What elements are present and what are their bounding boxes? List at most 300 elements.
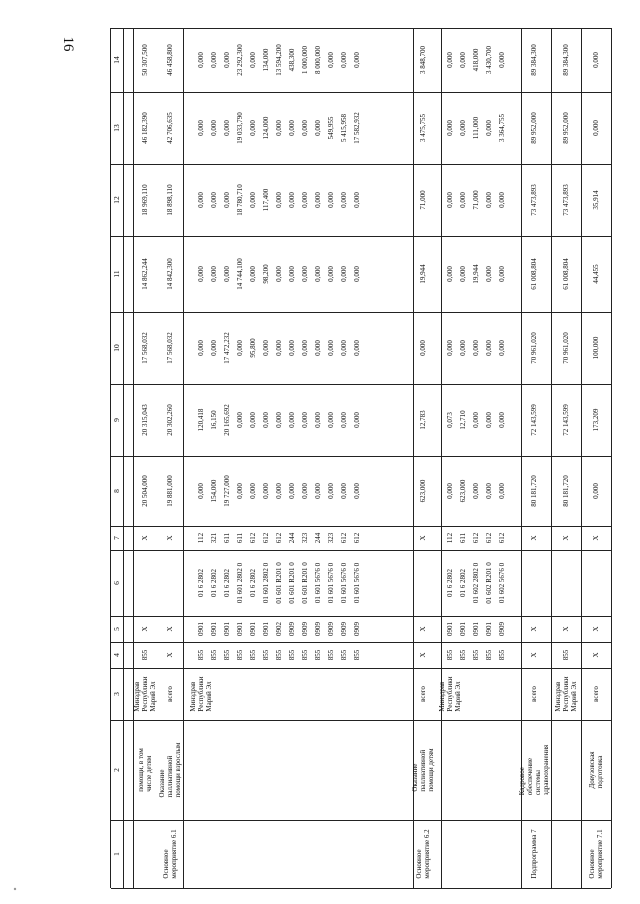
table-cell: 0,000 <box>419 340 427 356</box>
table-cell: 0,000 <box>314 120 322 136</box>
table-cell: 0,000 <box>236 483 244 499</box>
table-cell: 0,000 <box>459 192 467 208</box>
table-cell: 418,000 <box>472 48 480 72</box>
table-cell: 72 143,599 <box>530 404 538 436</box>
table-cell: X <box>141 535 149 541</box>
table-cell: 0,000 <box>498 483 506 499</box>
table-cell: 19,944 <box>472 264 480 284</box>
table-cell: 0,000 <box>197 483 205 499</box>
table-cell: 3 430,700 <box>485 46 493 74</box>
table-cell: всего <box>419 686 427 702</box>
table-cell: 117,400 <box>262 188 270 212</box>
table-cell: 112 <box>197 532 205 544</box>
table-cell: 0,000 <box>340 483 348 499</box>
row-rule <box>133 28 134 888</box>
table-cell: X <box>419 626 427 632</box>
table-cell: 0,000 <box>249 483 257 499</box>
table-cell: 0909 <box>288 622 296 636</box>
table-cell: 0902 <box>275 622 283 636</box>
table-cell: 0,000 <box>210 52 218 68</box>
column-rule <box>111 28 611 29</box>
table-cell: 612 <box>353 532 361 544</box>
table-cell: 0,000 <box>327 52 335 68</box>
table-cell: 0,000 <box>498 340 506 356</box>
table-cell: 0,000 <box>197 192 205 208</box>
column-rule <box>111 236 611 237</box>
column-number: 11 <box>112 270 121 278</box>
table-cell: 0,000 <box>446 192 454 208</box>
table-cell: 0,000 <box>353 192 361 208</box>
table-cell: 17 472,232 <box>223 332 231 364</box>
table-cell: X <box>166 626 174 632</box>
table-cell: 0,000 <box>327 412 335 428</box>
table-cell: 0,000 <box>249 52 257 68</box>
table-cell: 0,000 <box>498 266 506 282</box>
table-cell: 0,073 <box>446 412 454 428</box>
table-cell: 0,000 <box>288 120 296 136</box>
table-cell: 0,000 <box>446 120 454 136</box>
table-cell: 20 504,000 <box>141 475 149 507</box>
table-cell: 0909 <box>314 622 322 636</box>
table-cell: 0,000 <box>327 192 335 208</box>
table-cell: 01 601 R201 0 <box>301 562 309 604</box>
table-cell: 01 601 R201 0 <box>288 562 296 604</box>
table-cell: всего <box>530 686 538 702</box>
table-cell: 612 <box>340 532 348 544</box>
table-cell: 0,000 <box>314 340 322 356</box>
table-cell: 0,000 <box>249 192 257 208</box>
column-rule <box>111 384 611 385</box>
table-cell: 0,000 <box>498 412 506 428</box>
table-cell: 0,000 <box>327 340 335 356</box>
table-cell: Минздрав Республики Марий Эл <box>438 676 462 712</box>
table-cell: 0,000 <box>301 120 309 136</box>
table-cell: 80 181,720 <box>530 475 538 507</box>
column-number: 9 <box>112 418 121 422</box>
table-cell: 61 008,804 <box>562 258 570 290</box>
column-number: 10 <box>112 344 121 352</box>
table-cell: 612 <box>498 532 506 544</box>
table-cell: 98,200 <box>262 264 270 284</box>
table-cell: 611 <box>223 532 231 544</box>
column-number: 2 <box>112 768 121 772</box>
table-cell: 0,000 <box>275 412 283 428</box>
table-cell: 855 <box>275 649 283 661</box>
table-cell: 3 848,700 <box>419 46 427 74</box>
table-cell: 17 582,932 <box>353 112 361 144</box>
column-number: 13 <box>112 124 121 132</box>
column-rule <box>111 456 611 457</box>
table-cell: 70 961,020 <box>530 332 538 364</box>
table-cell: 3 364,755 <box>498 114 506 142</box>
table-cell: 855 <box>446 649 454 661</box>
table-cell: 100,000 <box>592 336 600 360</box>
table-cell: 0901 <box>472 622 480 636</box>
table-cell: Довузовская подготовка <box>588 751 604 789</box>
table-cell: 612 <box>262 532 270 544</box>
table-cell: 0,000 <box>353 266 361 282</box>
table-cell: 0,000 <box>301 412 309 428</box>
table-cell: 0,000 <box>262 483 270 499</box>
table-cell: 70 961,020 <box>562 332 570 364</box>
table-cell: 0,000 <box>353 52 361 68</box>
table-cell: Основное мероприятие 6.2 <box>415 829 431 879</box>
table-cell: 244 <box>288 532 296 544</box>
table-cell: 611 <box>236 532 244 544</box>
row-rule <box>441 28 442 888</box>
table-cell: 0,000 <box>353 340 361 356</box>
table-cell: 0,000 <box>249 412 257 428</box>
table-cell: 13 594,200 <box>275 44 283 76</box>
table-cell: 0,000 <box>288 266 296 282</box>
table-cell: X <box>530 626 538 632</box>
table-cell: 0,000 <box>459 340 467 356</box>
table-cell: 0,000 <box>236 412 244 428</box>
table-cell: 0,000 <box>275 483 283 499</box>
table-cell: 0,000 <box>288 483 296 499</box>
table-cell: 1 000,000 <box>301 46 309 74</box>
table-cell: 19 033,790 <box>236 112 244 144</box>
table-cell: 80 181,720 <box>562 475 570 507</box>
table-cell: Основное мероприятие 7.1 <box>588 829 604 879</box>
column-number: 12 <box>112 196 121 204</box>
table-cell: 0,000 <box>210 266 218 282</box>
table-cell: X <box>530 535 538 541</box>
table-cell: 0,000 <box>288 340 296 356</box>
table-cell: 134,000 <box>262 48 270 72</box>
table-cell: 01 6 2802 <box>210 569 218 597</box>
table-cell: X <box>530 652 538 658</box>
column-number: 3 <box>112 692 121 696</box>
table-cell: 0,000 <box>485 340 493 356</box>
table-cell: 0,000 <box>485 483 493 499</box>
table-cell: 46 182,390 <box>141 112 149 144</box>
table-cell: 321 <box>210 532 218 544</box>
column-rule <box>111 820 611 821</box>
column-rule <box>111 312 611 313</box>
table-cell: 0,000 <box>249 266 257 282</box>
table-cell: X <box>562 535 570 541</box>
table-cell: 855 <box>498 649 506 661</box>
table-cell: 14 842,300 <box>166 258 174 290</box>
table-cell: 611 <box>459 532 467 544</box>
table-cell: 3 475,755 <box>419 114 427 142</box>
table-cell: 89 952,000 <box>562 112 570 144</box>
table-cell: 42 706,635 <box>166 112 174 144</box>
table-cell: 89 384,300 <box>530 44 538 76</box>
table-cell: 623,000 <box>459 479 467 503</box>
table-cell: 01 601 5676 0 <box>340 562 348 604</box>
table-cell: 0,000 <box>197 120 205 136</box>
table-cell: 623,000 <box>419 479 427 503</box>
column-rule <box>111 164 611 165</box>
table-cell: 01 6 2802 <box>459 569 467 597</box>
table-cell: 01 602 R201 0 <box>485 562 493 604</box>
table-cell: 855 <box>301 649 309 661</box>
table-cell: 855 <box>249 649 257 661</box>
table-cell: 0,000 <box>301 266 309 282</box>
table-cell: 0901 <box>459 622 467 636</box>
table-cell: 01 601 2802 0 <box>236 562 244 604</box>
table-cell: 0,000 <box>472 483 480 499</box>
table-cell: 01 6 2802 <box>197 569 205 597</box>
table-cell: 612 <box>249 532 257 544</box>
table-cell: 154,000 <box>210 479 218 503</box>
table-cell: 0,000 <box>210 120 218 136</box>
table-cell: 855 <box>327 649 335 661</box>
table-cell: 01 601 5676 0 <box>327 562 335 604</box>
table-cell: 0,000 <box>340 412 348 428</box>
column-number: 6 <box>112 581 121 585</box>
table-cell: 855 <box>141 649 149 661</box>
table-cell: 173,209 <box>592 408 600 432</box>
table-cell: 20 302,260 <box>166 404 174 436</box>
table-cell: 0,000 <box>236 340 244 356</box>
table-cell: 20 315,043 <box>141 404 149 436</box>
table-cell: 0909 <box>327 622 335 636</box>
table-cell: 0,000 <box>485 266 493 282</box>
table-cell: 0909 <box>353 622 361 636</box>
table-cell: 0901 <box>485 622 493 636</box>
table-cell: 17 568,032 <box>166 332 174 364</box>
table-cell: 0,000 <box>301 340 309 356</box>
table-cell: Кадровое обеспечение системы здравоохранения <box>518 744 550 796</box>
table-cell: 0,000 <box>314 266 322 282</box>
table-cell: 612 <box>275 532 283 544</box>
table-cell: 0909 <box>301 622 309 636</box>
column-number: 5 <box>112 627 121 631</box>
table-cell: 244 <box>314 532 322 544</box>
table-cell: 0,000 <box>223 266 231 282</box>
table-cell: 612 <box>472 532 480 544</box>
column-rule <box>111 720 611 721</box>
table-cell: 855 <box>236 649 244 661</box>
table-cell: Минздрав Республики Марий Эл <box>189 676 213 712</box>
table-cell: 0,000 <box>223 192 231 208</box>
table-cell: X <box>592 535 600 541</box>
table-cell: 855 <box>314 649 322 661</box>
row-rule <box>581 28 582 888</box>
table-cell: 71,000 <box>419 190 427 210</box>
table-cell: 0,000 <box>275 340 283 356</box>
table-cell: 0,000 <box>340 340 348 356</box>
table-cell: 19 881,000 <box>166 475 174 507</box>
table-cell: X <box>166 652 174 658</box>
table-cell: X <box>592 626 600 632</box>
table-cell: 0,000 <box>459 120 467 136</box>
table-cell: 855 <box>472 649 480 661</box>
table-cell: 0,000 <box>223 52 231 68</box>
table-cell: 50 307,500 <box>141 44 149 76</box>
table-cell: X <box>562 626 570 632</box>
table-cell: Минздрав Республики Марий Эл <box>554 676 578 712</box>
table-cell: X <box>141 626 149 632</box>
table-cell: 46 458,800 <box>166 44 174 76</box>
table-cell: 0,000 <box>353 483 361 499</box>
table-cell: 0,000 <box>459 52 467 68</box>
table-cell: помощи, в том числе детям <box>137 748 153 792</box>
table-cell: X <box>166 535 174 541</box>
table-cell: 120,418 <box>197 408 205 432</box>
table-cell: 0909 <box>340 622 348 636</box>
table-cell: 01 6 2802 <box>223 569 231 597</box>
table-cell: 0,000 <box>210 192 218 208</box>
column-number: 1 <box>112 852 121 856</box>
table-cell: 0,000 <box>223 120 231 136</box>
table-cell: 14 744,100 <box>236 258 244 290</box>
table-cell: 0,000 <box>288 192 296 208</box>
table-cell: 0,000 <box>197 340 205 356</box>
table-cell: 0,000 <box>459 266 467 282</box>
table-cell: X <box>419 652 427 658</box>
table-cell: 17 568,032 <box>141 332 149 364</box>
column-rule <box>111 616 611 617</box>
table-cell: 0,000 <box>446 483 454 499</box>
table-cell: 0,000 <box>275 266 283 282</box>
table-cell: 0,000 <box>327 483 335 499</box>
table-cell: 0,000 <box>592 52 600 68</box>
table-cell: 01 6 2802 <box>446 569 454 597</box>
column-number: 4 <box>112 653 121 657</box>
row-rule <box>551 28 552 888</box>
table-cell: 44,455 <box>592 264 600 284</box>
table-cell: 124,000 <box>262 116 270 140</box>
table-cell: всего <box>166 686 174 702</box>
table-cell: 0,000 <box>314 483 322 499</box>
table-cell: 0,000 <box>327 266 335 282</box>
table-cell: Основное мероприятие 6.1 <box>162 829 178 879</box>
table-cell: 89 384,300 <box>562 44 570 76</box>
table-cell: 855 <box>459 649 467 661</box>
table-cell: 0,000 <box>592 120 600 136</box>
table-cell: 12,710 <box>459 410 467 430</box>
table-cell: 855 <box>223 649 231 661</box>
table-cell: 01 602 5676 0 <box>498 562 506 604</box>
table-cell: 0909 <box>498 622 506 636</box>
table-cell: 855 <box>485 649 493 661</box>
table-cell: 5 415,958 <box>340 114 348 142</box>
table-cell: 855 <box>353 649 361 661</box>
table-cell: 0,000 <box>249 120 257 136</box>
table-cell: X <box>592 652 600 658</box>
column-rule <box>111 668 611 669</box>
table-cell: 18 780,710 <box>236 184 244 216</box>
table-cell: 855 <box>340 649 348 661</box>
table-cell: 112 <box>446 532 454 544</box>
table-cell: Подпрограмма 7 <box>530 829 538 879</box>
table-cell: 14 862,244 <box>141 258 149 290</box>
table-cell: 0,000 <box>446 340 454 356</box>
table-cell: 89 952,000 <box>530 112 538 144</box>
table-cell: Оказание паллиативной помощи детям <box>411 748 435 792</box>
table-cell: всего <box>592 686 600 702</box>
column-rule <box>111 526 611 527</box>
table-cell: 0,000 <box>262 340 270 356</box>
table-cell: 0,000 <box>197 266 205 282</box>
column-rule <box>111 92 611 93</box>
column-rule <box>111 642 611 643</box>
column-number: 14 <box>112 56 121 64</box>
table-cell: 323 <box>327 532 335 544</box>
row-rule <box>183 28 184 888</box>
column-number: 8 <box>112 489 121 493</box>
table-header-row <box>111 28 124 888</box>
table-cell: X <box>419 535 427 541</box>
table-cell: 0,000 <box>353 412 361 428</box>
table-cell: 01 602 2802 0 <box>472 562 480 604</box>
table-cell: 01 6 2802 <box>249 569 257 597</box>
table-cell: 19,944 <box>419 264 427 284</box>
budget-table <box>110 28 612 888</box>
table-cell: 0,000 <box>485 120 493 136</box>
page-number: 16 <box>60 36 77 52</box>
table-cell: 16,150 <box>210 410 218 430</box>
table-cell: 0901 <box>210 622 218 636</box>
table-cell: 61 008,804 <box>530 258 538 290</box>
table-cell: 23 292,300 <box>236 44 244 76</box>
table-cell: 0,000 <box>498 52 506 68</box>
table-cell: 73 473,893 <box>530 184 538 216</box>
column-rule <box>111 550 611 551</box>
table-cell: 0,000 <box>472 340 480 356</box>
table-cell: 8 000,000 <box>314 46 322 74</box>
table-cell: 0,000 <box>275 120 283 136</box>
table-cell: 855 <box>210 649 218 661</box>
table-cell: 855 <box>562 649 570 661</box>
margin-mark-icon <box>12 886 18 892</box>
column-number: 7 <box>112 536 121 540</box>
table-cell: 19 727,000 <box>223 475 231 507</box>
table-cell: 71,000 <box>472 190 480 210</box>
table-cell: 95,800 <box>249 338 257 358</box>
table-cell: 0901 <box>446 622 454 636</box>
table-cell: 0,000 <box>314 192 322 208</box>
table-cell: 0,000 <box>301 192 309 208</box>
table-cell: 0,000 <box>498 192 506 208</box>
table-cell: 323 <box>301 532 309 544</box>
table-cell: 0,000 <box>472 412 480 428</box>
table-cell: 0,000 <box>446 52 454 68</box>
table-cell: 0901 <box>236 622 244 636</box>
table-cell: 438,300 <box>288 48 296 72</box>
table-cell: 0,000 <box>485 412 493 428</box>
table-cell: 0,000 <box>340 192 348 208</box>
table-cell: 18 898,110 <box>166 184 174 216</box>
table-cell: 855 <box>288 649 296 661</box>
table-cell: 18 969,110 <box>141 184 149 216</box>
table-cell: 0,000 <box>340 52 348 68</box>
table-cell: 73 473,893 <box>562 184 570 216</box>
table-cell: 01 601 2802 0 <box>262 562 270 604</box>
table-cell: 855 <box>197 649 205 661</box>
table-cell: 72 143,599 <box>562 404 570 436</box>
table-cell: 855 <box>262 649 270 661</box>
table-cell: Оказание паллиативной помощи взрослым <box>158 742 182 798</box>
table-cell: 12,783 <box>419 410 427 430</box>
table-cell: 0901 <box>262 622 270 636</box>
table-cell: 0901 <box>197 622 205 636</box>
table-cell: 20 165,692 <box>223 404 231 436</box>
table-cell: 0901 <box>249 622 257 636</box>
table-cell: 0,000 <box>446 266 454 282</box>
table-cell: 01 601 5676 0 <box>314 562 322 604</box>
table-cell: 612 <box>485 532 493 544</box>
table-cell: 0,000 <box>592 483 600 499</box>
table-cell: 01 601 R201 0 <box>275 562 283 604</box>
table-cell: 0,000 <box>314 412 322 428</box>
table-cell: 0,000 <box>485 192 493 208</box>
table-cell: 0,000 <box>301 483 309 499</box>
